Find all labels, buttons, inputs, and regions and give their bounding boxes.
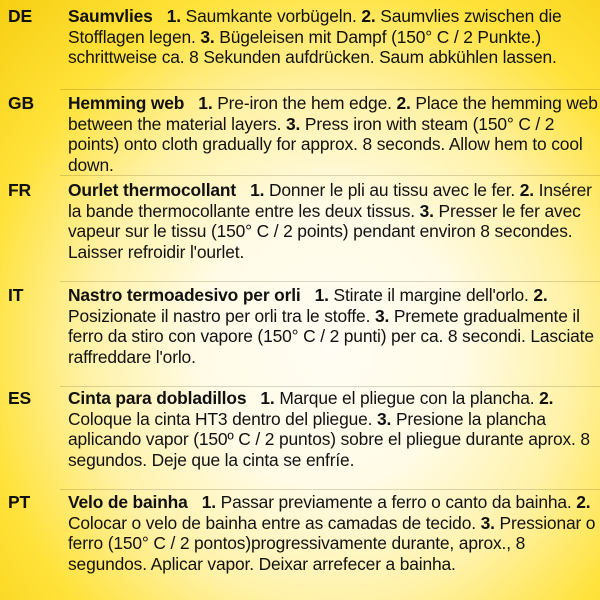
step-number: 1. [260, 388, 275, 408]
step-number: 2. [533, 285, 548, 305]
section-divider [60, 175, 600, 176]
step-text: Bügeleisen mit Dampf (150° C / 2 Punkte.) schrittweise ca. 8 Sekunden aufdrücken. Saum abkühlen lassen. [68, 26, 557, 67]
step-text: Passar previamente a ferro o canto da bainha. [220, 492, 572, 512]
section-divider [60, 489, 600, 490]
section-es [8, 388, 598, 470]
step-number: 2. [519, 180, 534, 200]
section-title: Saumvlies [68, 6, 153, 26]
step-text: Donner le pli au tissu avec le fer. [268, 180, 516, 200]
section-gb [8, 93, 598, 175]
step-text: Stirate il margine dell'orlo. [333, 285, 529, 305]
step-text: Pressionar o ferro (150° C / 2 pontos)progressivamente durante, aprox., 8 segundos. Aplicar vapor. Deixar arrefecer a bainha. [68, 512, 596, 574]
section-divider [60, 89, 600, 90]
step-number: 3. [285, 113, 301, 134]
step-number: 3. [377, 408, 392, 429]
step-number: 3. [480, 512, 495, 533]
step-text: Insérer la bande thermocollante entre les deux tissus. [68, 180, 592, 221]
step-text: Saumkante vorbügeln. [185, 6, 357, 26]
section-de [8, 6, 598, 68]
section-divider [60, 281, 600, 282]
step-number: 2. [576, 492, 591, 512]
step-text: Saumvlies zwischen die Stofflagen legen. [68, 6, 562, 47]
step-number: 1. [198, 93, 213, 113]
step-number: 2. [361, 6, 376, 26]
step-number: 3. [200, 26, 215, 47]
step-number: 2. [539, 388, 554, 408]
section-fr [8, 180, 598, 262]
language-code: DE [8, 6, 33, 26]
step-text: Presione la plancha aplicando vapor (150º C / 2 puntos) sobre el pliegue durante aprox. 8 segundos. Deje que la cinta se enfríe. [68, 408, 590, 470]
step-text: Place the hemming web between the material layers. [68, 93, 598, 134]
step-text: Coloque la cinta HT3 dentro del pliegue. [68, 408, 373, 429]
step-text: Colocar o velo de bainha entre as camadas de tecido. [68, 512, 476, 533]
language-code: GB [8, 93, 34, 113]
step-number: 1. [166, 6, 181, 26]
language-code: FR [8, 180, 32, 200]
step-number: 1. [314, 285, 329, 305]
section-title: Hemming web [68, 93, 185, 113]
step-text: Marque el pliegue con la plancha. [279, 388, 535, 408]
language-code: IT [8, 285, 24, 305]
section-title: Cinta para dobladillos [68, 388, 247, 408]
section-it [8, 285, 598, 367]
section-pt [8, 492, 598, 574]
step-text: Pre-iron the hem edge. [217, 93, 392, 113]
step-text: Posizionate il nastro per orli tra le stoffe. [68, 305, 371, 326]
section-title: Nastro termoadesivo per orli [68, 285, 301, 305]
step-number: 1. [250, 180, 265, 200]
step-text: Presser le fer avec vapeur sur le tissu (150° C / 2 points) pendant environ 8 secondes. Laisser refroidir l'ourlet. [68, 200, 581, 262]
section-title: Ourlet thermocollant [68, 180, 237, 200]
step-number: 3. [419, 200, 434, 221]
step-text: Press iron with steam (150° C / 2 points) onto cloth gradually for approx. 8 seconds. Allow hem to cool down. [68, 113, 583, 175]
step-text: Premete gradualmente il ferro da stiro con vapore (150° C / 2 punti) per ca. 8 secondi. Lasciate raffreddare l'orlo. [68, 305, 594, 367]
section-divider [60, 386, 600, 387]
section-title: Velo de bainha [68, 492, 188, 512]
step-number: 3. [374, 305, 390, 326]
step-number: 1. [201, 492, 216, 512]
step-number: 2. [396, 93, 411, 113]
language-code: PT [8, 492, 31, 512]
language-code: ES [8, 388, 32, 408]
